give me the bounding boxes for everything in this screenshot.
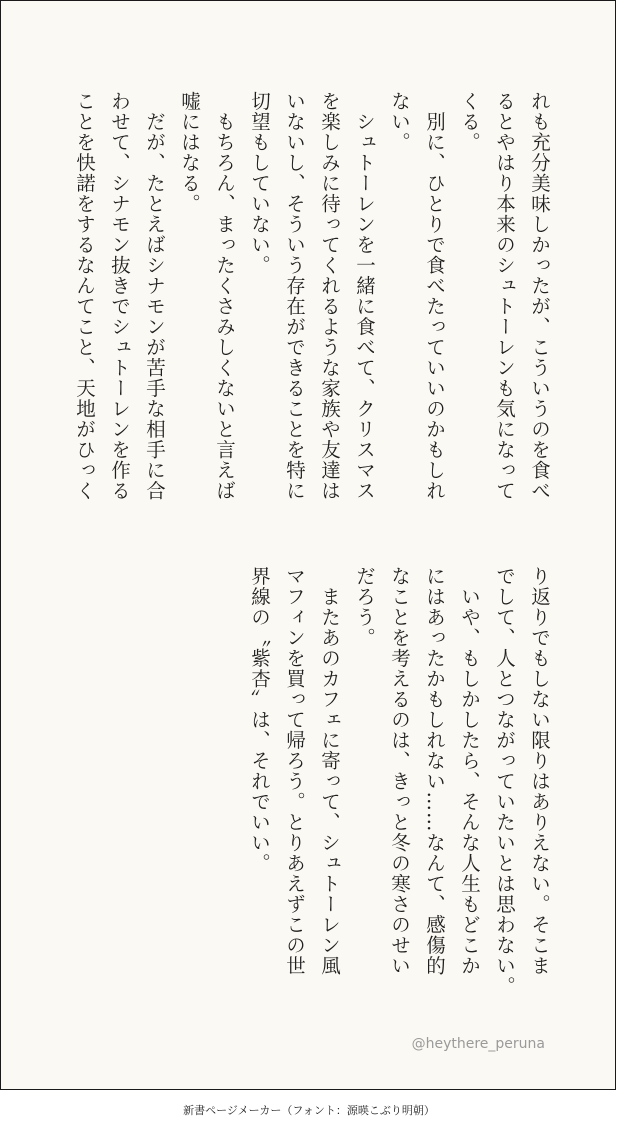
text-line: マフィンを買って帰ろう。とりあえずこの世	[283, 566, 306, 976]
text-line: を楽しみに待ってくれるような家族や友達は	[318, 91, 341, 501]
text-line: くる。	[458, 91, 481, 153]
bottom-text-block	[242, 566, 557, 1006]
text-line: いないし、そういう存在ができることを特に	[283, 91, 306, 501]
text-line: またあのカフェに寄って、シュトーレン風	[318, 566, 341, 976]
text-line: でして、人とつながっていたいとは思わない。	[493, 566, 516, 997]
text-line: 別に、ひとりで食べたっていいのかもしれ	[423, 91, 446, 501]
text-line: シュトーレンを一緒に食べて、クリスマス	[353, 91, 376, 501]
top-text-block	[67, 91, 557, 511]
text-line: なことを考えるのは、きっと冬の寒さのせい	[388, 566, 411, 976]
author-handle: @heythere_peruna	[411, 1036, 545, 1052]
text-line: ない。	[388, 91, 411, 153]
text-line: 切望もしていない。	[248, 91, 271, 276]
text-line: にはあったかもしれない……なんて、感傷的	[423, 566, 446, 976]
text-line: もちろん、まったくさみしくないと言えば	[213, 91, 236, 501]
text-line: 嘘にはなる。	[178, 91, 201, 214]
text-line: り返りでもしない限りはありえない。そこま	[528, 566, 551, 976]
text-line: わせて、シナモン抜きでシュトーレンを作る	[108, 91, 131, 501]
text-line: るとやはり本来のシュトーレンも気になって	[493, 91, 516, 501]
text-line: 界線の〝紫杏〟は、それでいい。	[248, 566, 271, 874]
text-line: いや、もしかしたら、そんな人生もどこか	[458, 566, 481, 976]
text-line: だろう。	[353, 566, 376, 648]
text-line: れも充分美味しかったが、こういうのを食べ	[528, 91, 551, 501]
text-line: だが、たとえばシナモンが苦手な相手に合	[143, 91, 166, 501]
text-line: ことを快諾をするなんてこと、天地がひっく	[73, 91, 96, 501]
generator-credit: 新書ページメーカー（フォント：源暎こぶり明朝）	[183, 1104, 435, 1117]
